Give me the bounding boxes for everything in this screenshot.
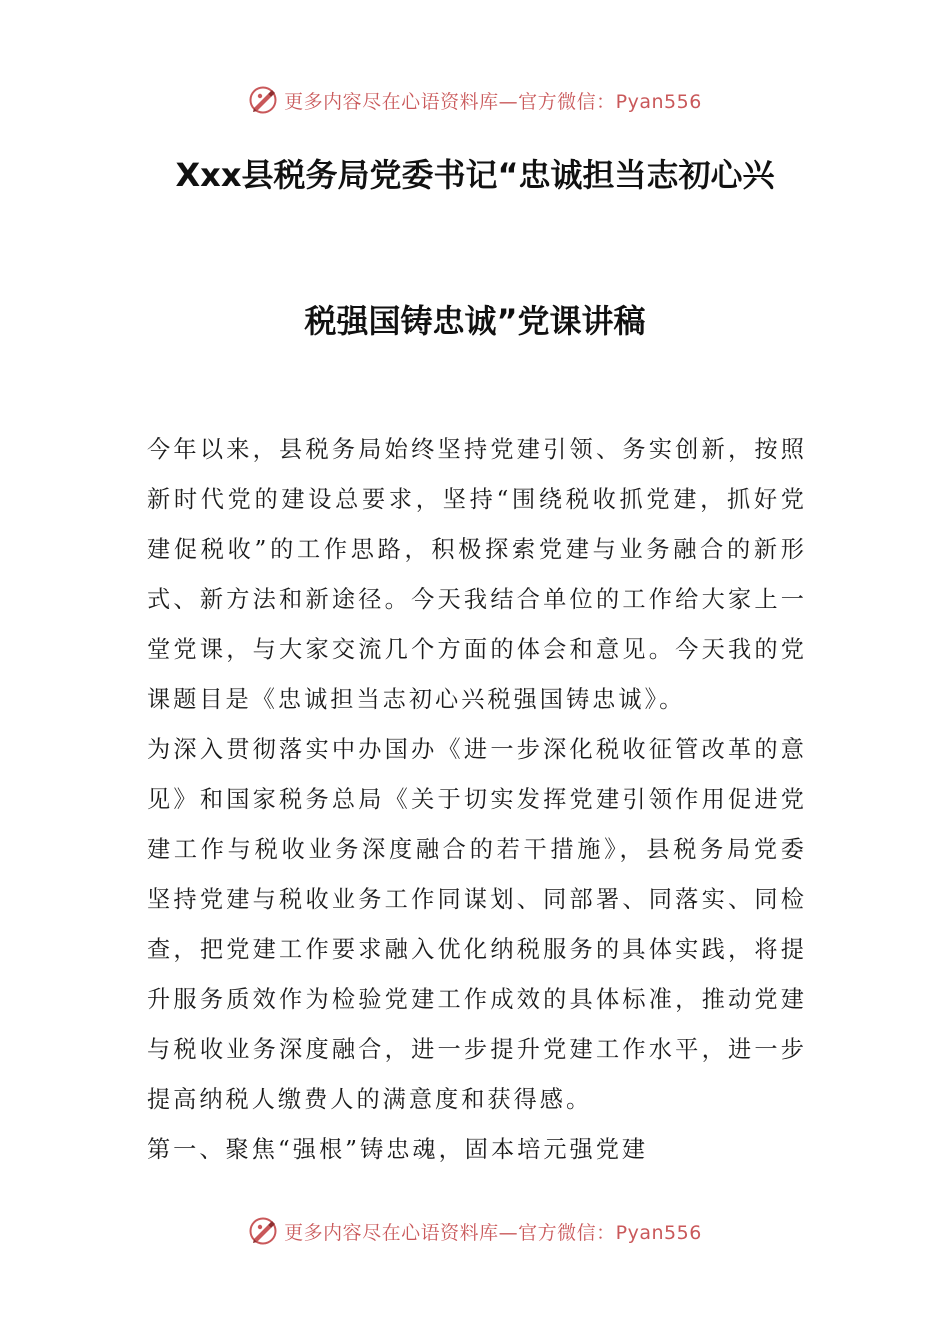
watermark-text: 更多内容尽在心语资料库—官方微信：Pyan556 [284, 90, 702, 113]
document-title-line-2: 税强国铸忠诚”党课讲稿 [304, 302, 646, 340]
document-title-line-1: Xxx县税务局党委书记“忠诚担当志初心兴 [175, 156, 775, 194]
watermark-text: 更多内容尽在心语资料库—官方微信：Pyan556 [284, 1221, 702, 1244]
body-paragraph-2: 为深入贯彻落实中办国办《进一步深化税收征管改革的意见》和国家税务总局《关于切实发挥党建引领作用促进党建工作与税收业务深度融合的若干措施》，县税务局党委坚持党建与税收业务工作同谋划、同部署、同落实、同检查，把党建工作要求融入优化纳税服务的具体实践，将提升服务质效作为检验党建工作成效的具体标准，推动党建与税收业务深度融合，进一步提升党建工作水平，进一步提高纳税人缴费人的满意度和获得感。 [147, 736, 807, 1113]
section-heading-1: 第一、聚焦“强根”铸忠魂，固本培元强党建 [147, 1136, 649, 1163]
body-paragraph-1: 今年以来，县税务局始终坚持党建引领、务实创新，按照新时代党的建设总要求，坚持“围绕税收抓党建，抓好党建促税收”的工作思路，积极探索党建与业务融合的新形式、新方法和新途径。今天我结合单位的工作给大家上一堂党课，与大家交流几个方面的体会和意见。今天我的党课题目是《忠诚担当志初心兴税强国铸忠诚》。 [147, 436, 807, 713]
pen-logo-icon [248, 85, 278, 115]
watermark-header [0, 80, 950, 120]
document-body [147, 425, 807, 1175]
pen-logo-icon [248, 1216, 278, 1246]
watermark-footer [0, 1211, 950, 1251]
